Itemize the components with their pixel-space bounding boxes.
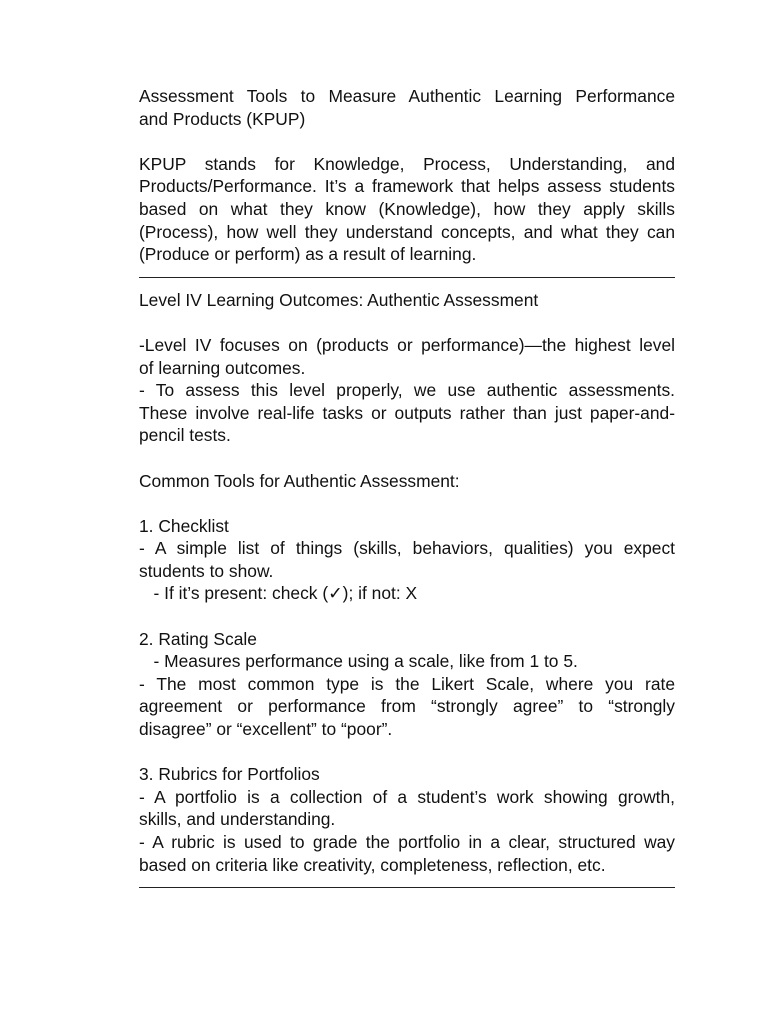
level-iv-paragraph-line: - To assess this level properly, we use authentic assessments.: [139, 380, 675, 401]
tool-point-line: - If it’s present: check (✓); if not: X: [139, 583, 418, 604]
kpup-definition-line: based on what they know (Knowledge), how they apply skills: [139, 198, 675, 219]
tool-point-line: students to show.: [139, 560, 274, 581]
tool-point-line: - A rubric is used to grade the portfolio in a clear, structured way: [139, 832, 675, 852]
tool-point-line: skills, and understanding.: [139, 809, 336, 830]
tool-point-line: - A portfolio is a collection of a student’s work showing growth,: [139, 786, 675, 807]
kpup-definition-line: (Process), how well they understand concepts, and what they can: [139, 221, 675, 242]
level-iv-paragraph-line: These involve real-life tasks or outputs rather than just paper-and-: [139, 402, 675, 423]
level-iv-heading: Level IV Learning Outcomes: Authentic Assessment: [139, 289, 539, 310]
spacer: [139, 741, 675, 764]
tool-point-line: agreement or performance from “strongly agree” to “strongly: [139, 696, 675, 717]
document-page: [139, 85, 675, 899]
section-divider: [139, 277, 675, 278]
doc-title-line-1: Assessment Tools to Measure Authentic Learning Performance: [139, 86, 675, 106]
kpup-definition-line: KPUP stands for Knowledge, Process, Understanding, and: [139, 153, 675, 174]
kpup-definition-line: (Produce or perform) as a result of learning.: [139, 244, 477, 265]
section-divider: [139, 887, 675, 888]
tool-point-line: based on criteria like creativity, completeness, reflection, etc.: [139, 854, 606, 875]
level-iv-paragraph-line: -Level IV focuses on (products or performance)—the highest level: [139, 334, 675, 355]
tool-point-line: - A simple list of things (skills, behaviors, qualities) you expect: [139, 538, 675, 559]
level-iv-paragraph-line: pencil tests.: [139, 425, 231, 446]
doc-title-line-2: and Products (KPUP): [139, 108, 306, 129]
spacer: [139, 605, 675, 628]
level-iv-paragraph-line: of learning outcomes.: [139, 357, 306, 378]
spacer: [139, 492, 675, 515]
tool-point-line: - The most common type is the Likert Scale, where you rate: [139, 673, 675, 694]
spacer: [139, 130, 675, 153]
tool-point-line: - Measures performance using a scale, like from 1 to 5.: [139, 651, 578, 672]
tool-title-checklist: 1. Checklist: [139, 515, 229, 536]
tools-heading: Common Tools for Authentic Assessment:: [139, 470, 460, 491]
spacer: [139, 311, 675, 334]
spacer: [139, 447, 675, 470]
tool-point-line: disagree” or “excellent” to “poor”.: [139, 719, 393, 740]
tool-title-rubrics: 3. Rubrics for Portfolios: [139, 764, 320, 785]
tool-title-rating-scale: 2. Rating Scale: [139, 628, 257, 649]
kpup-definition-line: Products/Performance. It’s a framework that helps assess students: [139, 176, 675, 197]
